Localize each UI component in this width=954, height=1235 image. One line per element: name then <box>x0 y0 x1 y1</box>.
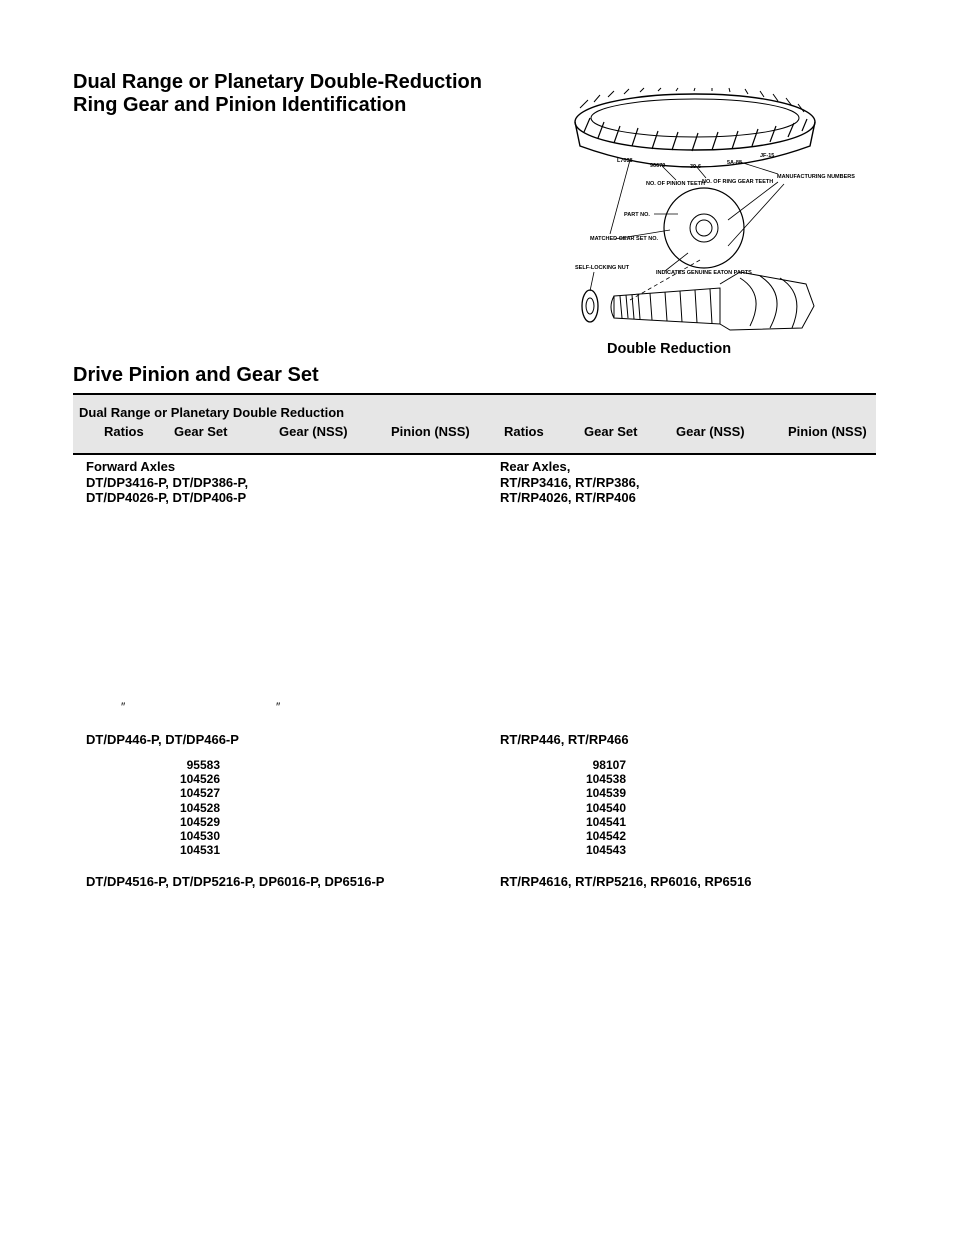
gear-marking: 39-6 <box>690 164 702 170</box>
gear-set-number: 104539 <box>585 786 626 801</box>
gear-set-number: 104541 <box>585 814 626 829</box>
ditto-mark: ″ <box>121 700 126 714</box>
column-header-ratios-rear: Ratios <box>504 424 544 439</box>
forward-axles-heading: Forward Axles <box>86 459 176 474</box>
column-header-gear-set: Gear Set <box>174 424 228 439</box>
gear-set-number: 104531 <box>179 843 220 858</box>
gear-marking: L7038 <box>617 158 633 164</box>
gear-set-number: 104527 <box>179 786 220 801</box>
table-header-rule <box>73 453 876 455</box>
gear-set-number: 104543 <box>585 843 626 858</box>
callout-genuine-parts: INDICATES GENUINE EATON PARTS <box>656 270 752 276</box>
gear-set-number: 98107 <box>592 758 626 772</box>
page-title <box>73 71 482 117</box>
callout-manufacturing-numbers: MANUFACTURING NUMBERS <box>777 174 855 180</box>
gear-set-number: 104540 <box>585 800 626 815</box>
column-header-ratios: Ratios <box>104 424 144 439</box>
ring-gear-illustration <box>575 88 815 167</box>
forward-axles-models: DT/DP3416-P, DT/DP386-P, <box>86 474 249 490</box>
forward-gear-set-list <box>170 758 220 857</box>
gear-set-number: 95583 <box>186 758 220 772</box>
rear-axles-group-3: RT/RP4616, RT/RP5216, RP6016, RP6516 <box>500 874 752 889</box>
page-title-line-1: Dual Range or Planetary Double-Reduction <box>73 71 482 93</box>
pinion-shaft-illustration <box>611 272 814 330</box>
callout-matched-gear-set: MATCHED GEAR SET NO. <box>590 236 659 242</box>
rear-axles-models: RT/RP4026, RT/RP406 <box>500 490 636 505</box>
gear-set-number: 104528 <box>179 800 220 815</box>
column-header-pinion-nss: Pinion (NSS) <box>391 424 470 439</box>
gear-set-number: 104526 <box>179 772 220 787</box>
table-group-header: Dual Range or Planetary Double Reduction <box>79 405 345 420</box>
callout-part-no: PART NO. <box>624 212 650 218</box>
ring-gear-pinion-diagram <box>570 88 855 333</box>
forward-axles-group-3: DT/DP4516-P, DT/DP5216-P, DP6016-P, DP6516-P <box>86 874 385 889</box>
rear-axles-heading: Rear Axles, <box>500 459 571 474</box>
gear-set-number: 104538 <box>585 772 626 787</box>
column-header-gear-nss-rear: Gear (NSS) <box>676 424 745 439</box>
page-title-line-2: Ring Gear and Pinion Identification <box>73 94 407 116</box>
gear-set-number: 104542 <box>585 829 626 844</box>
rear-gear-set-list <box>576 758 626 857</box>
rear-axles-group-2: RT/RP446, RT/RP466 <box>500 732 629 747</box>
ditto-mark: ″ <box>276 700 281 714</box>
forward-axles-models: DT/DP4026-P, DT/DP406-P <box>86 490 247 505</box>
column-header-gear-nss: Gear (NSS) <box>279 424 348 439</box>
figure-caption: Double Reduction <box>607 341 732 357</box>
section-title: Drive Pinion and Gear Set <box>73 364 319 386</box>
rear-axles-models: RT/RP3416, RT/RP386, <box>500 474 640 490</box>
gear-marking: JF-15 <box>760 153 775 159</box>
forward-axles-group-2: DT/DP446-P, DT/DP466-P <box>86 732 239 747</box>
callout-self-locking-nut: SELF-LOCKING NUT <box>575 265 630 271</box>
pinion-face-disc <box>664 188 744 268</box>
callout-pinion-teeth: NO. OF PINION TEETH <box>646 181 705 187</box>
gear-marking: 96679 <box>650 163 666 169</box>
forward-axles-group-1 <box>86 459 248 506</box>
gear-set-number: 104530 <box>179 829 220 844</box>
gear-set-number: 104529 <box>179 814 220 829</box>
gear-marking: 5A-88 <box>727 160 742 166</box>
column-header-gear-set-rear: Gear Set <box>584 424 638 439</box>
callout-ring-gear-teeth: NO. OF RING GEAR TEETH <box>702 179 774 185</box>
column-header-pinion-nss-rear: Pinion (NSS) <box>788 424 867 439</box>
rear-axles-group-1 <box>500 459 639 506</box>
self-locking-nut-illustration <box>582 290 598 322</box>
